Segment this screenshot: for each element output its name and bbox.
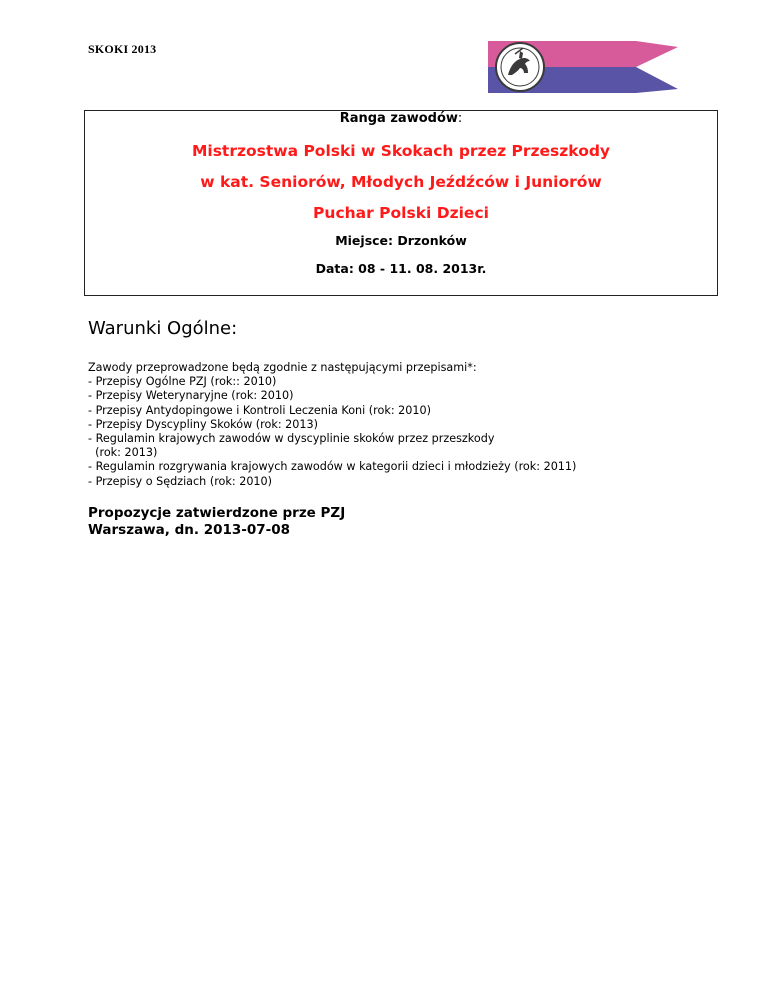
event-title-line-1: Mistrzostwa Polski w Skokach przez Przeszkody	[191, 142, 611, 160]
general-conditions-heading: Warunki Ogólne:	[88, 318, 238, 339]
rule-item: - Przepisy Weterynaryjne (rok: 2010)	[88, 389, 294, 403]
document-header-label: SKOKI 2013	[88, 42, 157, 56]
rule-item: - Regulamin krajowych zawodów w dyscyplinie skoków przez przeszkody	[88, 432, 495, 446]
rule-item-continuation: (rok: 2013)	[88, 446, 158, 460]
rule-item: - Przepisy Dyscypliny Skoków (rok: 2013)	[88, 417, 318, 431]
rules-list	[88, 361, 728, 489]
rule-item: - Przepisy Ogólne PZJ (rok:: 2010)	[88, 375, 277, 389]
pzj-pennant-logo-icon	[484, 37, 680, 97]
event-place: Miejsce: Drzonków	[335, 233, 467, 248]
rules-intro: Zawody przeprowadzone będą zgodnie z następującymi przepisami*:	[88, 361, 477, 374]
rank-colon: :	[457, 111, 463, 126]
rank-line	[85, 111, 717, 126]
rule-item: - Przepisy Antydopingowe i Kontroli Leczenia Koni (rok: 2010)	[88, 403, 431, 417]
event-title-line-3: Puchar Polski Dzieci	[313, 204, 489, 222]
event-title-line-2: w kat. Seniorów, Młodych Jeźdźców i Juniorów	[200, 173, 602, 191]
approval-block	[88, 505, 345, 539]
event-info-box	[84, 110, 718, 296]
approval-line-1: Propozycje zatwierdzone prze PZJ	[88, 505, 346, 521]
approval-line-2: Warszawa, dn. 2013-07-08	[88, 522, 291, 538]
rule-item: - Regulamin rozgrywania krajowych zawodów w kategorii dzieci i młodzieży (rok: 2011)	[88, 460, 577, 474]
rank-label: Ranga zawodów	[339, 111, 458, 126]
event-date: Data: 08 - 11. 08. 2013r.	[315, 261, 487, 276]
rule-item: - Przepisy o Sędziach (rok: 2010)	[88, 474, 273, 488]
